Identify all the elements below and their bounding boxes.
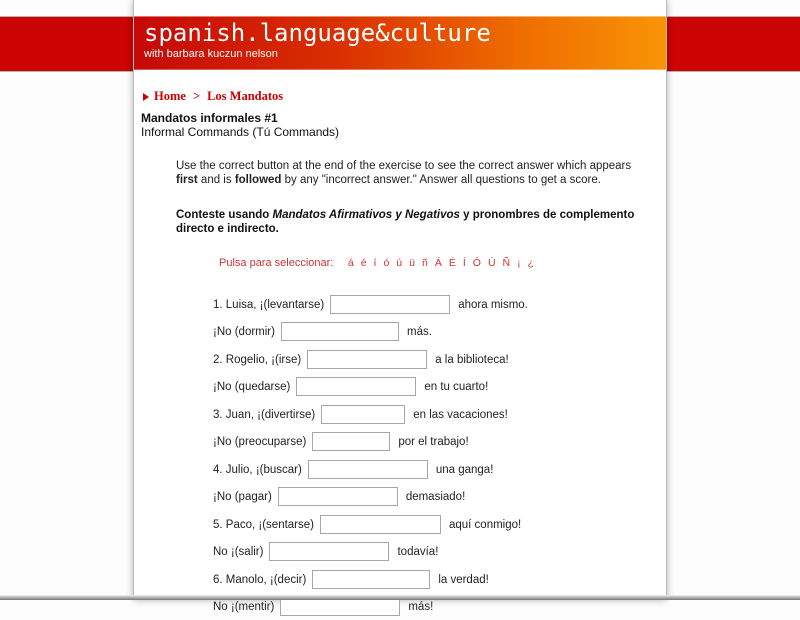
question-label: ¡No (dormir) bbox=[213, 325, 275, 338]
accent-char[interactable]: í bbox=[373, 257, 377, 269]
text-segment: Mandatos Afirmativos y Negativos bbox=[272, 209, 460, 221]
text-segment: Use the correct button at the end of the exercise to see the correct answer which appears bbox=[176, 160, 632, 172]
text-segment: y pronombres de complemento directo e indirecto. bbox=[176, 209, 635, 235]
question-suffix: a la biblioteca! bbox=[435, 353, 509, 366]
accent-char[interactable]: é bbox=[360, 257, 367, 269]
question bbox=[213, 456, 666, 510]
answer-input[interactable] bbox=[308, 460, 428, 479]
question-suffix: ahora mismo. bbox=[458, 298, 528, 311]
text-segment: by any "incorrect answer." Answer all questions to get a score. bbox=[281, 174, 601, 186]
accent-char[interactable]: ü bbox=[409, 257, 415, 269]
question-label: No ¡(salir) bbox=[213, 545, 264, 558]
question-row bbox=[213, 538, 666, 565]
question-suffix: una ganga! bbox=[435, 463, 494, 476]
question-suffix: en tu cuarto! bbox=[424, 380, 489, 393]
question-row bbox=[213, 428, 666, 455]
question-suffix: en las vacaciones! bbox=[413, 408, 508, 421]
accent-picker bbox=[219, 257, 666, 271]
question-row bbox=[213, 291, 666, 318]
accent-char[interactable]: Í bbox=[462, 257, 466, 269]
answer-input[interactable] bbox=[330, 295, 450, 314]
text-segment: first bbox=[176, 174, 198, 186]
page-title: Mandatos informales #1 bbox=[141, 111, 278, 125]
site-subtitle: with barbara kuczun nelson bbox=[144, 48, 278, 60]
answer-input[interactable] bbox=[307, 350, 427, 369]
question-row bbox=[213, 566, 666, 593]
question-label: ¡No (quedarse) bbox=[213, 380, 291, 393]
text-segment: and is bbox=[197, 174, 235, 186]
accent-char[interactable]: á bbox=[347, 257, 354, 269]
question-suffix: la verdad! bbox=[438, 573, 489, 586]
question-row bbox=[213, 456, 666, 483]
viewport-bottom-edge bbox=[0, 595, 800, 600]
question-list bbox=[213, 291, 666, 620]
question-label: ¡No (preocuparse) bbox=[213, 435, 307, 448]
accent-char[interactable]: É bbox=[448, 257, 456, 269]
question-suffix: demasiado! bbox=[405, 490, 466, 503]
question-label: 3. Juan, ¡(divertirse) bbox=[213, 408, 316, 421]
question-label: 6. Manolo, ¡(decir) bbox=[213, 573, 307, 586]
answer-input[interactable] bbox=[296, 377, 416, 396]
question bbox=[213, 511, 666, 565]
question-suffix: por el trabajo! bbox=[398, 435, 469, 448]
accent-char[interactable]: Á bbox=[434, 257, 442, 269]
question bbox=[213, 346, 666, 400]
breadcrumb-current: Los Mandatos bbox=[207, 89, 284, 103]
exercise-heading bbox=[141, 112, 666, 139]
answer-input[interactable] bbox=[269, 542, 389, 561]
question-label: 2. Rogelio, ¡(irse) bbox=[213, 353, 302, 366]
accent-char[interactable]: ó bbox=[383, 257, 390, 269]
answer-input[interactable] bbox=[312, 432, 390, 451]
site-header-banner bbox=[134, 16, 666, 70]
accent-char-list bbox=[344, 257, 537, 269]
breadcrumb-home-link[interactable]: Home bbox=[154, 89, 186, 103]
question-suffix: todavía! bbox=[397, 545, 439, 558]
answer-input[interactable] bbox=[321, 405, 405, 424]
page-subtitle: Informal Commands (Tú Commands) bbox=[141, 124, 340, 139]
accent-char[interactable]: Ú bbox=[487, 257, 496, 269]
text-segment: Conteste usando bbox=[176, 209, 273, 221]
question-suffix: más! bbox=[408, 600, 434, 613]
breadcrumb-separator: > bbox=[192, 89, 201, 103]
breadcrumb-arrow-icon bbox=[143, 93, 149, 101]
question-suffix: aquí conmigo! bbox=[448, 518, 522, 531]
accent-char[interactable]: Ó bbox=[472, 257, 481, 269]
answer-input[interactable] bbox=[320, 515, 441, 534]
answer-input[interactable] bbox=[278, 487, 398, 506]
accent-char[interactable]: ¿ bbox=[527, 257, 535, 269]
accent-char[interactable]: ú bbox=[396, 257, 403, 269]
breadcrumb bbox=[143, 90, 666, 103]
answer-input[interactable] bbox=[281, 322, 399, 341]
question-row bbox=[213, 346, 666, 373]
answer-input[interactable] bbox=[312, 570, 430, 589]
question-row bbox=[213, 318, 666, 345]
site-title: spanish.language&culture bbox=[144, 19, 491, 47]
question-row bbox=[213, 483, 666, 510]
question-row bbox=[213, 401, 666, 428]
question-row bbox=[213, 511, 666, 538]
question-suffix: más. bbox=[406, 325, 432, 338]
instructions-paragraph bbox=[176, 159, 642, 187]
accent-char[interactable]: ñ bbox=[421, 257, 428, 269]
question-label: ¡No (pagar) bbox=[213, 490, 272, 503]
text-segment: followed bbox=[234, 174, 282, 186]
question bbox=[213, 401, 666, 455]
question-row bbox=[213, 373, 666, 400]
accent-picker-label: Pulsa para seleccionar: bbox=[219, 257, 334, 269]
accent-char[interactable]: ¡ bbox=[517, 257, 521, 269]
question-label: 5. Paco, ¡(sentarse) bbox=[213, 518, 314, 531]
page-content-column bbox=[133, 0, 667, 613]
question-label: No ¡(mentir) bbox=[213, 600, 275, 613]
accent-char[interactable]: Ñ bbox=[502, 257, 511, 269]
conteste-instruction bbox=[176, 208, 650, 236]
question-label: 4. Julio, ¡(buscar) bbox=[213, 463, 302, 476]
question bbox=[213, 566, 666, 620]
question-label: 1. Luisa, ¡(levantarse) bbox=[213, 298, 325, 311]
question bbox=[213, 291, 666, 345]
